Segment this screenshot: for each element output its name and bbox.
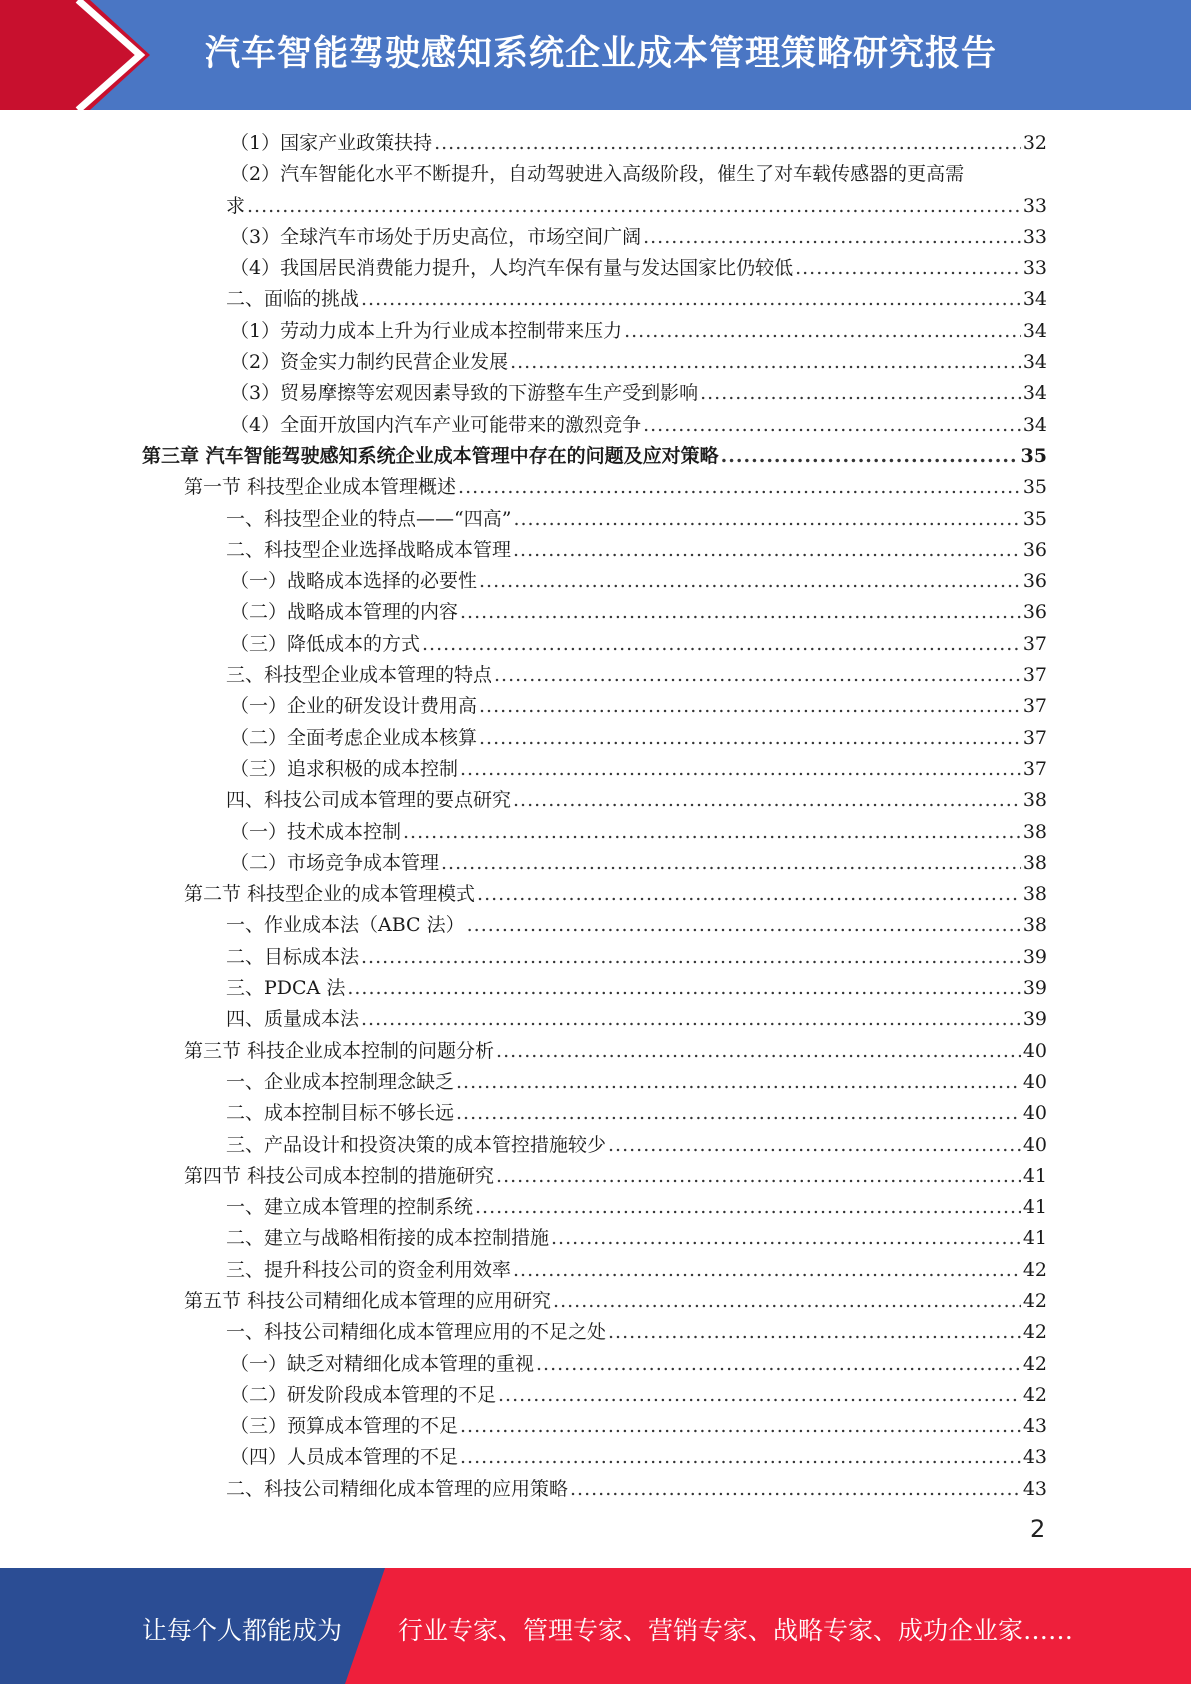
toc-entry-page: 38 xyxy=(1022,914,1047,937)
toc-entry-page: 36 xyxy=(1022,538,1047,561)
toc-entry-label: （一）企业的研发设计费用高 xyxy=(230,695,478,718)
toc-entry-label: （二）市场竞争成本管理 xyxy=(230,851,440,874)
toc-dot-leader xyxy=(498,1380,1021,1411)
toc-entry[interactable] xyxy=(0,942,1191,973)
toc-entry-label: 二、科技公司精细化成本管理的应用策略 xyxy=(226,1477,569,1500)
toc-entry-label: （3）全球汽车市场处于历史高位，市场空间广阔 xyxy=(230,225,642,248)
toc-entry[interactable] xyxy=(0,785,1191,816)
toc-dot-leader xyxy=(643,410,1021,441)
toc-dot-leader xyxy=(513,1255,1021,1286)
footer-slogan-right: 行业专家、管理专家、营销专家、战略专家、成功企业家…… xyxy=(398,1616,1074,1645)
toc-dot-leader xyxy=(513,535,1021,566)
toc-entry-page: 40 xyxy=(1022,1039,1047,1062)
toc-entry-label: 三、PDCA 法 xyxy=(226,977,346,1000)
toc-entry-label: （1）国家产业政策扶持 xyxy=(230,132,433,154)
toc-entry[interactable] xyxy=(0,1317,1191,1348)
toc-dot-leader xyxy=(247,191,1021,222)
toc-entry[interactable] xyxy=(0,1192,1191,1223)
toc-entry-label: 第三章 汽车智能驾驶感知系统企业成本管理中存在的问题及应对策略 xyxy=(142,444,719,467)
toc-entry-page: 38 xyxy=(1022,883,1047,906)
toc-entry-page: 37 xyxy=(1022,726,1047,749)
toc-entry-page: 42 xyxy=(1022,1352,1047,1375)
toc-entry-label: （三）追求积极的成本控制 xyxy=(230,757,459,780)
toc-dot-leader xyxy=(441,848,1021,879)
toc-entry[interactable] xyxy=(0,723,1191,754)
toc-entry-page: 43 xyxy=(1022,1415,1047,1438)
toc-entry-page: 36 xyxy=(1022,601,1047,624)
toc-entry[interactable] xyxy=(0,691,1191,722)
toc-entry[interactable] xyxy=(0,629,1191,660)
toc-section-entry[interactable] xyxy=(0,1161,1191,1192)
toc-dot-leader xyxy=(460,1411,1021,1442)
toc-entry[interactable] xyxy=(0,660,1191,691)
toc-entry-label: 第二节 科技型企业的成本管理模式 xyxy=(184,883,476,906)
toc-entry-page: 38 xyxy=(1022,851,1047,874)
header-red-arrow xyxy=(0,0,150,110)
toc-dot-leader xyxy=(477,879,1021,910)
toc-entry[interactable] xyxy=(0,1098,1191,1129)
toc-entry-label: （3）贸易摩擦等宏观因素导致的下游整车生产受到影响 xyxy=(230,382,699,405)
toc-dot-leader xyxy=(479,566,1021,597)
toc-entry-page: 37 xyxy=(1022,632,1047,655)
page-number: 2 xyxy=(1030,1515,1046,1543)
toc-entry-page: 34 xyxy=(1022,288,1047,311)
toc-entry-page: 42 xyxy=(1022,1258,1047,1281)
toc-entry[interactable] xyxy=(0,1411,1191,1442)
toc-entry[interactable] xyxy=(0,1442,1191,1473)
toc-entry-label: 一、建立成本管理的控制系统 xyxy=(226,1196,474,1219)
toc-entry-label: 一、科技型企业的特点——“四高” xyxy=(226,507,512,530)
toc-entry-label: （4）我国居民消费能力提升，人均汽车保有量与发达国家比仍较低 xyxy=(230,257,794,280)
toc-entry-label: 三、提升科技公司的资金利用效率 xyxy=(226,1258,512,1281)
toc-entry[interactable] xyxy=(0,1067,1191,1098)
toc-dot-leader xyxy=(795,253,1021,284)
toc-entry[interactable] xyxy=(0,128,1191,159)
toc-entry-label: 第四节 科技公司成本控制的措施研究 xyxy=(184,1164,495,1187)
toc-entry-page: 37 xyxy=(1022,695,1047,718)
toc-dot-leader xyxy=(361,1004,1021,1035)
toc-entry[interactable] xyxy=(0,973,1191,1004)
toc-entry-page: 33 xyxy=(1022,194,1047,217)
toc-entry-page: 35 xyxy=(1020,444,1047,467)
toc-dot-leader xyxy=(494,660,1021,691)
toc-entry-label: （4）全面开放国内汽车产业可能带来的激烈竞争 xyxy=(230,413,642,436)
toc-dot-leader xyxy=(361,942,1021,973)
toc-dot-leader xyxy=(467,910,1021,941)
toc-dot-leader xyxy=(422,629,1021,660)
toc-entry-page: 33 xyxy=(1022,225,1047,248)
toc-entry-page: 35 xyxy=(1022,476,1047,499)
toc-dot-leader xyxy=(700,378,1021,409)
toc-dot-leader xyxy=(460,1442,1021,1473)
toc-entry-label: 第五节 科技公司精细化成本管理的应用研究 xyxy=(184,1289,552,1312)
toc-entry-page: 34 xyxy=(1022,382,1047,405)
toc-entry-page: 35 xyxy=(1022,507,1047,530)
toc-entry[interactable] xyxy=(0,1004,1191,1035)
toc-entry-line[interactable]: （2）汽车智能化水平不断提升，自动驾驶进入高级阶段，催生了对车载传感器的更高需 xyxy=(230,163,965,186)
toc-dot-leader xyxy=(551,1223,1021,1254)
toc-entry-page: 32 xyxy=(1022,132,1047,154)
toc-entry[interactable] xyxy=(0,1380,1191,1411)
toc-entry-page: 39 xyxy=(1022,1008,1047,1031)
toc-entry-page: 41 xyxy=(1022,1164,1047,1187)
toc-entry-label: 第一节 科技型企业成本管理概述 xyxy=(184,476,457,499)
toc-entry-label: 一、科技公司精细化成本管理应用的不足之处 xyxy=(226,1321,607,1344)
toc-entry[interactable] xyxy=(0,597,1191,628)
toc-entry-label: 二、科技型企业选择战略成本管理 xyxy=(226,538,512,561)
toc-entry-label: 四、质量成本法 xyxy=(226,1008,360,1031)
toc-dot-leader xyxy=(347,973,1020,1004)
toc-dot-leader xyxy=(479,723,1021,754)
toc-section-entry[interactable] xyxy=(0,1036,1191,1067)
toc-entry[interactable] xyxy=(0,284,1191,315)
toc-entry-label: （二）全面考虑企业成本核算 xyxy=(230,726,478,749)
toc-dot-leader xyxy=(608,1317,1021,1348)
toc-entry-page: 37 xyxy=(1022,664,1047,687)
toc-dot-leader xyxy=(456,1098,1021,1129)
toc-entry-label: （三）降低成本的方式 xyxy=(230,632,421,655)
toc-chapter-entry[interactable] xyxy=(0,441,1191,472)
toc-dot-leader xyxy=(513,785,1021,816)
toc-entry-page: 40 xyxy=(1022,1102,1047,1125)
report-title: 汽车智能驾驶感知系统企业成本管理策略研究报告 xyxy=(205,34,998,74)
toc-dot-leader xyxy=(513,504,1020,535)
toc-entry-page: 39 xyxy=(1022,977,1047,1000)
toc-dot-leader xyxy=(456,1067,1021,1098)
toc-entry[interactable] xyxy=(0,378,1191,409)
toc-dot-leader xyxy=(553,1286,1021,1317)
toc-entry-label: （二）研发阶段成本管理的不足 xyxy=(230,1383,497,1406)
toc-dot-leader xyxy=(721,441,1019,472)
toc-entry[interactable] xyxy=(0,1255,1191,1286)
toc-entry-label: 三、产品设计和投资决策的成本管控措施较少 xyxy=(226,1133,607,1156)
toc-dot-leader xyxy=(536,1349,1021,1380)
toc-entry-page: 34 xyxy=(1022,351,1047,374)
toc-entry-page: 42 xyxy=(1022,1383,1047,1406)
toc-dot-leader xyxy=(496,1161,1021,1192)
toc-entry[interactable] xyxy=(0,222,1191,253)
toc-entry-label: 二、面临的挑战 xyxy=(226,288,360,311)
toc-entry[interactable] xyxy=(0,910,1191,941)
toc-dot-leader xyxy=(624,316,1021,347)
toc-dot-leader xyxy=(458,472,1021,503)
footer-slogan-left: 让每个人都能成为 xyxy=(142,1616,343,1645)
toc-entry-label: （三）预算成本管理的不足 xyxy=(230,1415,459,1438)
toc-entry-label: 二、目标成本法 xyxy=(226,945,360,968)
toc-dot-leader xyxy=(496,1036,1021,1067)
toc-entry[interactable] xyxy=(0,1349,1191,1380)
toc-entry-label: 第三节 科技企业成本控制的问题分析 xyxy=(184,1039,495,1062)
toc-entry-page: 33 xyxy=(1022,257,1047,280)
toc-entry-page: 34 xyxy=(1022,413,1047,436)
toc-dot-leader xyxy=(403,817,1021,848)
toc-dot-leader xyxy=(608,1130,1021,1161)
toc-entry[interactable] xyxy=(0,848,1191,879)
page-footer-banner xyxy=(0,1568,1191,1684)
toc-dot-leader xyxy=(460,597,1021,628)
toc-entry-page: 38 xyxy=(1022,789,1047,812)
toc-entry[interactable] xyxy=(0,316,1191,347)
toc-entry-page: 41 xyxy=(1022,1196,1047,1219)
table-of-contents xyxy=(0,128,1191,1505)
toc-entry-page: 42 xyxy=(1022,1289,1047,1312)
toc-entry-page: 34 xyxy=(1022,319,1047,342)
page-header-banner xyxy=(0,0,1191,110)
toc-entry-page: 43 xyxy=(1022,1446,1047,1469)
toc-entry-page: 39 xyxy=(1022,945,1047,968)
toc-dot-leader xyxy=(479,691,1021,722)
toc-entry-page: 38 xyxy=(1022,820,1047,843)
toc-entry-label: （1）劳动力成本上升为行业成本控制带来压力 xyxy=(230,319,623,342)
toc-entry[interactable] xyxy=(0,504,1191,535)
toc-dot-leader xyxy=(460,754,1021,785)
toc-entry-label: （一）战略成本选择的必要性 xyxy=(230,570,478,593)
toc-dot-leader xyxy=(434,128,1021,159)
toc-entry-label: （一）缺乏对精细化成本管理的重视 xyxy=(230,1352,535,1375)
toc-entry-page: 41 xyxy=(1022,1227,1047,1250)
toc-entry[interactable] xyxy=(0,817,1191,848)
toc-dot-leader xyxy=(643,222,1021,253)
toc-entry-page: 36 xyxy=(1022,570,1047,593)
toc-entry-page: 40 xyxy=(1022,1133,1047,1156)
toc-entry-label: （一）技术成本控制 xyxy=(230,820,402,843)
toc-entry-label: 二、成本控制目标不够长远 xyxy=(226,1102,455,1125)
toc-dot-leader xyxy=(361,284,1021,315)
toc-entry[interactable] xyxy=(0,1223,1191,1254)
toc-entry[interactable] xyxy=(0,347,1191,378)
toc-dot-leader xyxy=(510,347,1021,378)
toc-section-entry[interactable] xyxy=(0,1286,1191,1317)
toc-entry[interactable] xyxy=(0,1130,1191,1161)
toc-entry-label: （2）资金实力制约民营企业发展 xyxy=(230,351,509,374)
toc-entry-label: 一、作业成本法（ABC 法） xyxy=(226,914,465,937)
toc-entry[interactable] xyxy=(0,535,1191,566)
toc-entry[interactable] xyxy=(0,253,1191,284)
toc-entry-label: （四）人员成本管理的不足 xyxy=(230,1446,459,1469)
toc-entry-page: 40 xyxy=(1022,1070,1047,1093)
toc-entry-page: 37 xyxy=(1022,757,1047,780)
toc-section-entry[interactable] xyxy=(0,472,1191,503)
toc-entry-page: 43 xyxy=(1022,1477,1047,1500)
toc-entry[interactable] xyxy=(0,191,1191,222)
toc-dot-leader xyxy=(570,1474,1021,1505)
toc-dot-leader xyxy=(475,1192,1021,1223)
toc-entry-label: 三、科技型企业成本管理的特点 xyxy=(226,664,493,687)
toc-entry-label: 一、企业成本控制理念缺乏 xyxy=(226,1070,455,1093)
toc-entry[interactable] xyxy=(0,410,1191,441)
toc-entry[interactable] xyxy=(0,566,1191,597)
toc-entry-label: 四、科技公司成本管理的要点研究 xyxy=(226,789,512,812)
toc-entry-label: （二）战略成本管理的内容 xyxy=(230,601,459,624)
toc-entry-label: 二、建立与战略相衔接的成本控制措施 xyxy=(226,1227,550,1250)
toc-section-entry[interactable] xyxy=(0,879,1191,910)
toc-entry-page: 42 xyxy=(1022,1321,1047,1344)
toc-entry-label: 求 xyxy=(226,194,246,217)
toc-entry[interactable] xyxy=(0,754,1191,785)
toc-entry[interactable] xyxy=(0,1474,1191,1505)
